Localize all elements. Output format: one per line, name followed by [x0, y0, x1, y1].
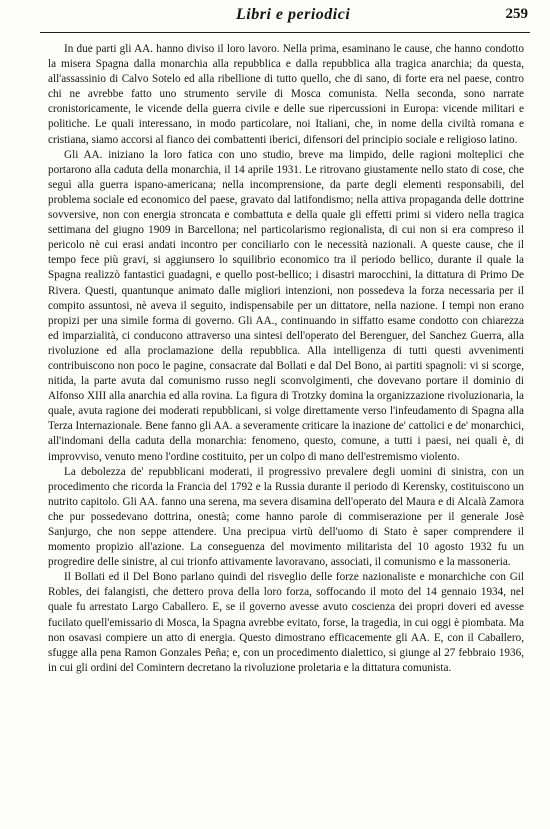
paragraph: Gli AA. iniziano la loro fatica con uno studio, breve ma limpido, delle ragioni molteplici che portarono alla caduta della monarchia, il 14 aprile 1931. Le ritrovano giustamente nello stato di cose, che seguì alla guerra ispano-americana; nella incomprensione, da parte degli elementi responsabili, del problema sociale ed economico del paese, gravato dal latifondismo; nella attiva propaganda delle dottrine sovversive, non con energia stroncata e combattuta e della quale gli effetti primi si videro nella tragica settimana del giugno 1909 in Barcellona; nel particolarismo regionalista, di cui non si era compreso il pericolo nè cui erasi andati incontro per conciliarlo con le necessità nazionali. A queste cause, che il tempo fece più gravi, si aggiunsero lo squilibrio economico tra il periodo bellico, durante il quale la Spagna realizzò fantastici guadagni, e quello post-bellico; i disastri marocchini, la dittatura di Primo De Rivera. Questi, quantunque animato dalle migliori intenzioni, non possedeva la forza necessaria per il compito assuntosi, nè aveva il seguito, indispensabile per un dittatore, nella nazione. I tempi non erano propizi per una simile forma di governo. Gli AA., continuando in siffatto esame condotto con chiarezza ed imparzialità, ci conducono attraverso una sintesi dell'operato del Berenguer, del Sanchez Guerra, alla rivoluzione ed alla proclamazione della repubblica. Alla intelligenza di tutti questi avvenimenti contribuiscono non poco le pagine, consacrate dal Bollati e dal Del Bono, ai partiti spagnoli: vi si scorge, nitida, la parte avuta dal comunismo russo negli sconvolgimenti, che dovevano portare il dominio di Alfonso XIII alla anarchia ed alla rovina. La figura di Trotzky domina la organizzazione rivoluzionaria, la quale, avuta ragione dei moderati repubblicani, si volge direttamente verso l'infeudamento di Spagna alla Terza Internazionale. Bene fanno gli AA. a severamente criticare la inazione de' cattolici e de' monarchici, all'indomani della caduta della monarchia: fenomeno, questo, comune, a tutti i paesi, nei quali è, di improvviso, venuto meno l'ordine costituito, per un colpo di mano dell'estremismo violento. — [48, 148, 524, 463]
running-head: Libri e periodici — [236, 6, 351, 23]
review-text — [48, 42, 524, 822]
header-rule — [40, 32, 530, 33]
paragraph: La debolezza de' repubblicani moderati, il progressivo prevalere degli uomini di sinistra, con un procedimento che ricorda la Francia del 1792 e la Russia durante il periodo di Kerensky, costituiscono un nutrito capitolo. Gli AA. fanno una serena, ma severa disamina dell'operato del Maura e di Alcalà Zamora che pur possedevano dottrina, onestà; come hanno parole di commiserazione per il generale Josè Sanjurgo, che non seppe attendere. Una precipua virtù dell'uomo di Stato è saper comprendere il momento propizio all'azione. La conseguenza del movimento militarista del 10 agosto 1932 fu un progredire delle sinistre, al cui trionfo attivamente lavoravano, associati, il comunismo e la massoneria. — [48, 465, 524, 569]
paragraph: In due parti gli AA. hanno diviso il loro lavoro. Nella prima, esaminano le cause, che hanno condotto la misera Spagna dalla monarchia alla repubblica e dalla repubblica alla tragica anarchia; da questa, all'assassinio di Calvo Sotelo ed alla ribellione di tutto quello, che di sano, di forte era nel paese, contro chi ne avrebbe fatto uno strumento servile di Mosca comunista. Nella seconda, sono narrate cronistoricamente, le vicende della guerra civile e delle sue ripercussioni in Europa: vicende militari e politiche. Le quali interessano, in modo particolare, noi Italiani, che, in nome della civiltà romana e cristiana, siamo accorsi al fianco dei combattenti iberici, difensori del principio sociale e religioso latino. — [48, 43, 524, 146]
page-header — [0, 4, 550, 28]
page-number: 259 — [505, 6, 528, 22]
paragraph: Il Bollati ed il Del Bono parlano quindi del risveglio delle forze nazionaliste e monarchiche con Gil Robles, dei falangisti, che dettero prova della loro forza, soffocando il moto del 14 gennaio 1934, nel quale fu arrestato Largo Caballero. E, se il governo avesse avuto coscienza dei propri doveri ed avesse fucilato quell'emissario di Mosca, la Spagna avrebbe evitato, forse, la tragedia, in cui oggi è piombata. Ma non osavasi compiere un atto di energia. Questo dimostrano efficacemente gli AA. E, con il Caballero, sfugge alla pena Ramon Gonzales Peña; e, con un procedimento dialettico, si giunge al 27 febbraio 1936, in cui gli ordini del Comintern decretano la rivoluzione proletaria e la dittatura comunista. — [48, 571, 524, 674]
